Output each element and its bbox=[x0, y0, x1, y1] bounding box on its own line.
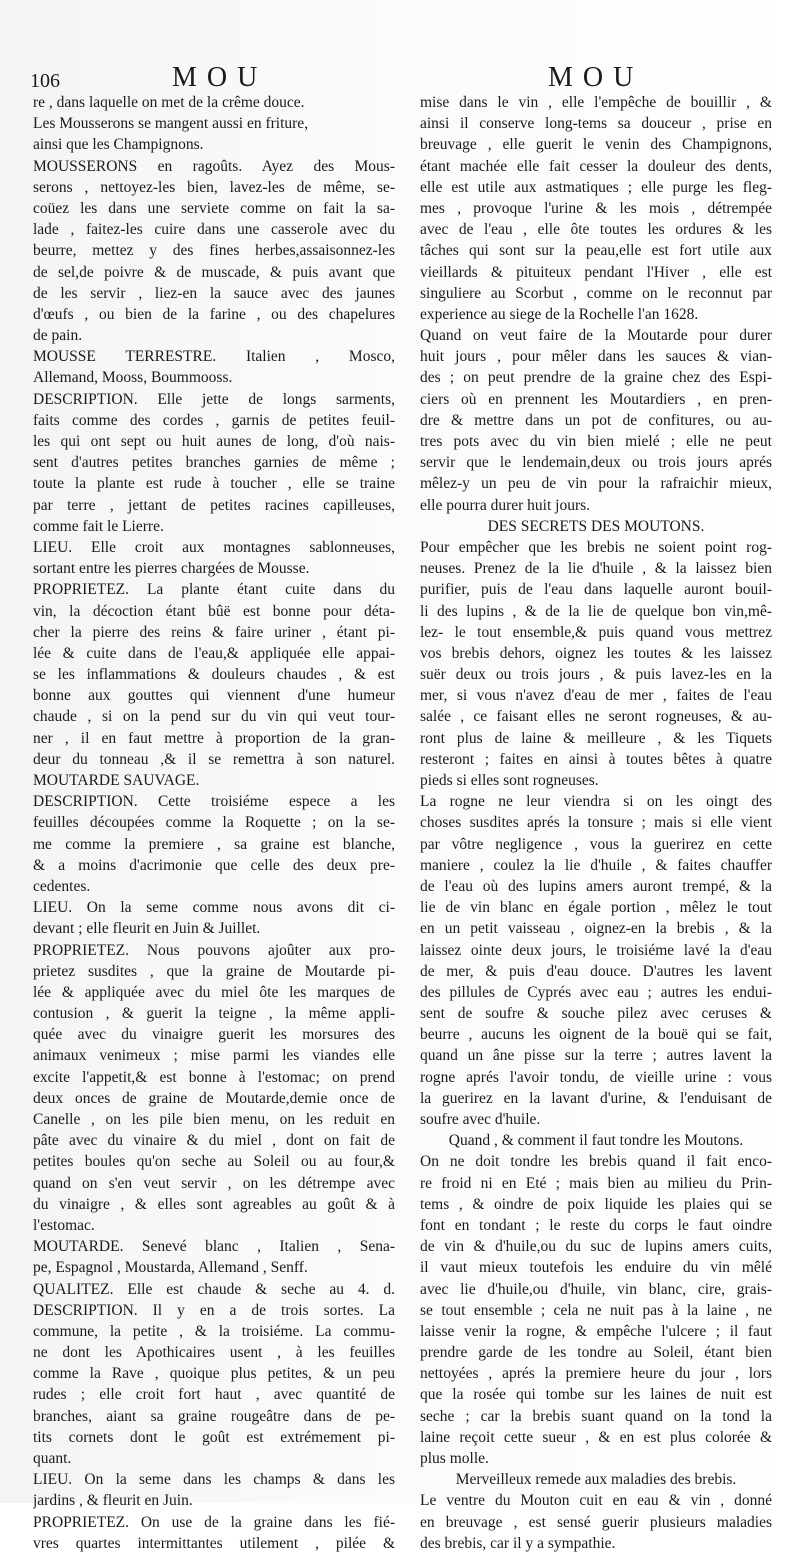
text-line: & a moins d'acrimonie que celle des deux pre- bbox=[33, 856, 395, 874]
text-line: mer, si vous n'avez d'eau de mer , faites de l'eau bbox=[420, 687, 772, 705]
text-line: étant machée elle fait cesser la douleur des dents, bbox=[420, 157, 772, 175]
text-line: les qui ont sept ou huit aunes de long, d'où nais- bbox=[33, 433, 395, 450]
text-line: soufre avec d'huile. bbox=[420, 1111, 541, 1128]
text-line: de les servir , liez-en la sauce avec des jaunes bbox=[33, 284, 395, 302]
text-line: sortant entre les pierres chargées de Mousse. bbox=[33, 560, 310, 578]
text-line: beurre , aucuns les oignent de la bouë qui se fait, bbox=[420, 1026, 772, 1044]
text-line: de l'eau où des lupins amers auront trempé, & la bbox=[420, 877, 772, 895]
text-line: du vinaigre , & elles sont agreables au goût & à bbox=[33, 1195, 395, 1213]
text-line: La rogne ne leur viendra si on les oingt des bbox=[420, 793, 772, 811]
text-line: feuilles découpées comme la Roquette ; on la se- bbox=[33, 814, 395, 832]
text-line: nettoyées , aprés la premiere heure du jour , lors bbox=[420, 1365, 772, 1383]
text-line: de mer, & puis d'eau douce. D'autres les lavent bbox=[420, 962, 772, 980]
text-line: beurre, mettez y des fines herbes,assaisonnez-les bbox=[33, 242, 395, 260]
text-line: Pour empêcher que les brebis ne soient point rog- bbox=[420, 538, 772, 556]
text-line: li des lupins , & de la lie de quelque bon vin,mê- bbox=[420, 602, 772, 620]
text-line: sent d'autres petites branches garnies de même ; bbox=[33, 454, 395, 472]
text-line: Allemand, Mooss, Boummooss. bbox=[33, 369, 233, 387]
text-line: par terre , jettant de petites racines capilleuses, bbox=[33, 496, 395, 514]
text-line: LIEU. On la seme comme nous avons dit ci- bbox=[33, 899, 395, 917]
text-line: mêlez-y un peu de vin pour la rafraichir mieux, bbox=[420, 475, 772, 493]
running-head-right: MOU bbox=[548, 62, 644, 93]
text-line: prendre garde de les tondre au Soleil, étant bien bbox=[420, 1344, 772, 1362]
page-header bbox=[0, 60, 800, 96]
text-line: avec lie d'huile,ou d'huile, vin blanc, cire, grais- bbox=[420, 1280, 772, 1298]
text-line: suër deux ou trois jours , & puis lavez-les en la bbox=[420, 666, 772, 684]
text-line: quand on s'en veut servir , on les détrempe avec bbox=[33, 1174, 395, 1192]
text-line: quant. bbox=[33, 1450, 72, 1467]
text-line: DESCRIPTION. Il y en a de trois sortes. La bbox=[33, 1301, 395, 1319]
text-line: DESCRIPTION. Elle jette de longs sarments, bbox=[33, 390, 395, 408]
text-line: choses susdites aprés la tonsure ; mais si elle vient bbox=[420, 814, 772, 832]
text-line: ront plus de laine & meilleure , & les Tiquets bbox=[420, 729, 772, 747]
text-line: elle pourra durer huit jours. bbox=[420, 496, 591, 514]
text-line: Le ventre du Mouton cuit en eau & vin , donné bbox=[420, 1492, 772, 1510]
running-head-left: MOU bbox=[172, 62, 268, 93]
text-line: des brebis, car il y a sympathie. bbox=[420, 1534, 616, 1552]
text-line: cedentes. bbox=[33, 877, 91, 895]
text-line: comme la Rave , quoique plus petites, & un peu bbox=[33, 1365, 395, 1383]
text-line: sent de soufre & souche pilez avec ceruses & bbox=[420, 1005, 772, 1023]
text-line: rogne aprés l'avoir tondu, de vieille urine : vous bbox=[420, 1068, 772, 1086]
text-line: lie de vin blanc en égale portion , mêlez le tout bbox=[420, 899, 772, 917]
text-line: commune, la petite , & la troisiéme. La commu- bbox=[33, 1322, 395, 1340]
text-line: pieds si elles sont rogneuses. bbox=[420, 772, 599, 789]
text-line: des ; on peut prendre de la graine chez des Espi- bbox=[420, 369, 772, 387]
right-column bbox=[420, 92, 772, 1554]
text-line: d'œufs , ou bien de la farine , ou des chapelures bbox=[33, 305, 395, 323]
text-line: tres pots avec du vin bien mielé ; elle ne peut bbox=[420, 433, 772, 450]
text-line: l'estomac. bbox=[33, 1216, 95, 1234]
text-line: salée , ce faisant elles ne seront rogneuses, & au- bbox=[420, 708, 772, 726]
text-line: faits comme des cordes , garnis de petites feuil- bbox=[33, 411, 395, 429]
text-line: il vaut mieux toutefois les enduire du vin mêlé bbox=[420, 1259, 772, 1277]
text-line: cher la pierre des reins & faire uriner , étant pi- bbox=[33, 623, 395, 641]
text-line: Merveilleux remede aux maladies des brebis. bbox=[455, 1471, 737, 1489]
text-line: maniere , coulez la lie d'huile , & faites chauffer bbox=[420, 856, 772, 874]
text-line: en breuvage , est sensé guerir plusieurs maladies bbox=[420, 1513, 772, 1531]
text-line: de pain. bbox=[33, 327, 83, 345]
text-line: me comme la premiere , sa graine est blanche, bbox=[33, 835, 395, 853]
text-line: lée & appliquée avec du miel ôte les marques de bbox=[33, 983, 395, 1001]
text-line: ainsi que les Champignons. bbox=[33, 136, 204, 154]
text-line: font en tondant ; le reste du corps le faut oindre bbox=[420, 1216, 772, 1234]
column-gutter bbox=[404, 92, 405, 1472]
text-line: chaude , si on la pend sur du vin qui veut tour- bbox=[33, 708, 395, 726]
text-line: laissez ointe deux jours, le troisiéme lavé la d'eau bbox=[420, 941, 772, 959]
text-line: contusion , & guerit la teigne , la même appli- bbox=[33, 1005, 395, 1023]
text-line: avec de l'eau , elle ôte toutes les ordures & les bbox=[420, 221, 772, 239]
text-line: tits cornets dont le goût est extrémement pi- bbox=[33, 1428, 395, 1446]
text-line: animaux venimeux ; mise parmi les viandes elle bbox=[33, 1047, 395, 1065]
left-column bbox=[33, 92, 395, 1554]
text-line: ciers où en prennent les Moutardiers , en pren- bbox=[420, 390, 772, 408]
text-line: tâches qui sont sur la peau,elle est fort utile aux bbox=[420, 242, 772, 260]
text-line: vieillards & pituiteux pendant l'Hiver , elle est bbox=[420, 263, 772, 281]
text-line: quée avec du vinaigre guerit les morsures des bbox=[33, 1026, 395, 1044]
text-line: par vôtre negligence , vous la guerirez en cette bbox=[420, 835, 772, 853]
text-line: laine reçoit cette sueur , & en est plus colorée & bbox=[420, 1428, 772, 1446]
text-line: PROPRIETEZ. La plante étant cuite dans du bbox=[33, 581, 395, 599]
text-line: laisse venir la rogne, & empêche l'ulcere ; il faut bbox=[420, 1322, 772, 1340]
text-line: prietez susdites , que la graine de Moutarde pi- bbox=[33, 962, 395, 980]
text-line: MOUSSERONS en ragoûts. Ayez des Mous- bbox=[33, 157, 395, 175]
text-line: dre & mettre dans un pot de confitures, ou au- bbox=[420, 411, 772, 429]
text-line: en un petit vaisseau , oignez-en la brebis , & la bbox=[420, 920, 772, 938]
text-line: DES SECRETS DES MOUTONS. bbox=[487, 517, 705, 535]
text-line: breuvage , elle guerit le venin des Champignons, bbox=[420, 136, 772, 154]
text-line: MOUTARDE. Senevé blanc , Italien , Sena- bbox=[33, 1238, 395, 1256]
page-number: 106 bbox=[30, 70, 60, 92]
text-line: deur du tonneau ,& il se remettra à son naturel. bbox=[33, 750, 395, 768]
text-line: QUALITEZ. Elle est chaude & seche au 4. d. bbox=[33, 1280, 395, 1298]
text-line: de sel,de poivre & de muscade, & puis avant que bbox=[33, 263, 395, 281]
text-line: que la rosée qui tombe sur les laines de nuit est bbox=[420, 1386, 772, 1404]
text-line: ne dont les Apothicaires usent , à les feuilles bbox=[33, 1344, 395, 1362]
text-line: re , dans laquelle on met de la crême douce. bbox=[33, 94, 305, 111]
text-line: se tout ensemble ; cela ne nuit pas à la laine , ne bbox=[420, 1301, 772, 1319]
text-line: bonne aux gouttes qui viennent d'une humeur bbox=[33, 687, 395, 705]
text-line: rudes ; elle croit fort haut , avec quantité de bbox=[33, 1386, 395, 1404]
text-line: pâte avec du vinaire & du miel , dont on fait de bbox=[33, 1132, 395, 1150]
text-line: lade , faitez-les cuire dans une casserole avec du bbox=[33, 221, 395, 239]
text-line: petites boules qu'on seche au Soleil ou au four,& bbox=[33, 1153, 395, 1171]
text-line: singuliere au Scorbut , comme on le reconnut par bbox=[420, 284, 772, 302]
text-line: jardins , & fleurit en Juin. bbox=[33, 1492, 193, 1510]
text-line: des pillules de Cyprés avec eau ; autres les endui- bbox=[420, 983, 772, 1001]
text-line: lez- le tout ensemble,& puis quand vous mettrez bbox=[420, 623, 772, 641]
text-line: PROPRIETEZ. On use de la graine dans les fié- bbox=[33, 1513, 395, 1531]
text-line: lée & cuite dans de l'eau,& appliquée elle appai- bbox=[33, 644, 395, 662]
text-line: quand un âne pisse sur la terre ; autres lavent la bbox=[420, 1047, 772, 1065]
text-line: pe, Espagnol , Moustarda, Allemand , Senff. bbox=[33, 1259, 308, 1277]
text-line: excite l'appetit,& est bonne à l'estomac; on prend bbox=[33, 1068, 395, 1086]
text-line: deux onces de graine de Moutarde,demie once de bbox=[33, 1089, 395, 1107]
text-line: Les Mousserons se mangent aussi en friture, bbox=[33, 115, 309, 133]
text-line: ainsi il conserve long-tems sa douceur , prise en bbox=[420, 115, 772, 133]
text-line: ner , il en faut mettre à proportion de la gran- bbox=[33, 729, 395, 747]
text-line: comme fait le Lierre. bbox=[33, 517, 164, 535]
text-line: huit jours , pour mêler dans les sauces & vian- bbox=[420, 348, 772, 366]
text-line: LIEU. Elle croit aux montagnes sablonneuses, bbox=[33, 538, 395, 556]
text-line: la guerirez en la lavant d'urine, & l'enduisant de bbox=[420, 1089, 772, 1107]
text-line: seche ; car la brebis suant quand on la tond la bbox=[420, 1407, 772, 1425]
text-line: experience au siege de la Rochelle l'an 1628. bbox=[420, 305, 699, 323]
text-line: DESCRIPTION. Cette troisiéme espece a les bbox=[33, 793, 395, 811]
text-line: resteront ; faites en ainsi à toutes bêtes à quatre bbox=[420, 750, 772, 768]
text-line: Quand on veut faire de la Moutarde pour durer bbox=[420, 327, 772, 345]
text-line: branches, aiant sa graine rougeâtre dans de pe- bbox=[33, 1407, 395, 1425]
text-line: PROPRIETEZ. Nous pouvons ajoûter aux pro- bbox=[33, 941, 395, 959]
text-line: devant ; elle fleurit en Juin & Juillet. bbox=[33, 920, 261, 938]
text-line: mes , provoque l'urine & les mois , détrempée bbox=[420, 199, 772, 217]
text-line: se les inflammations & douleurs chaudes , & est bbox=[33, 666, 395, 684]
text-line: MOUSSE TERRESTRE. Italien , Mosco, bbox=[33, 348, 395, 366]
text-line: Canelle , on les pile bien menu, on les reduit en bbox=[33, 1111, 395, 1128]
text-line: vos brebis dehors, oignez les toutes & les laissez bbox=[420, 644, 772, 662]
text-line: tems , & oindre de poix liquide les plaies qui se bbox=[420, 1195, 772, 1213]
text-line: de vin & d'huile,ou du suc de lupins amers cuits, bbox=[420, 1238, 772, 1256]
text-line: purifier, puis de l'eau dans laquelle auront bouil- bbox=[420, 581, 772, 599]
text-line: plus molle. bbox=[420, 1450, 489, 1467]
text-line: re froid ni en Eté ; mais bien au milieu du Prin- bbox=[420, 1174, 772, 1192]
text-line: vin, la décoction étant bûë est bonne pour déta- bbox=[33, 602, 395, 620]
text-line: elle est utile aux astmatiques ; elle purge les fleg- bbox=[420, 178, 772, 196]
text-line: LIEU. On la seme dans les champs & dans les bbox=[33, 1471, 395, 1489]
text-line: mise dans le vin , elle l'empêche de bouillir , & bbox=[420, 94, 772, 111]
text-line: MOUTARDE SAUVAGE. bbox=[33, 772, 200, 789]
text-line: servir que le lendemain,deux ou trois jours aprés bbox=[420, 454, 772, 472]
text-line: coüez les dans une serviete comme on fait la sa- bbox=[33, 199, 395, 217]
text-line: toute la plante est rude à toucher , elle se traine bbox=[33, 475, 395, 493]
text-line: Quand , & comment il faut tondre les Moutons. bbox=[448, 1132, 744, 1150]
text-line: On ne doit tondre les brebis quand il fait enco- bbox=[420, 1153, 772, 1171]
text-line: neuses. Prenez de la lie d'huile , & la laissez bien bbox=[420, 560, 772, 578]
text-line: vres quartes intermittantes utilement , pilée & bbox=[33, 1534, 395, 1552]
text-line: serons , nettoyez-les bien, lavez-les de même, se- bbox=[33, 178, 395, 196]
